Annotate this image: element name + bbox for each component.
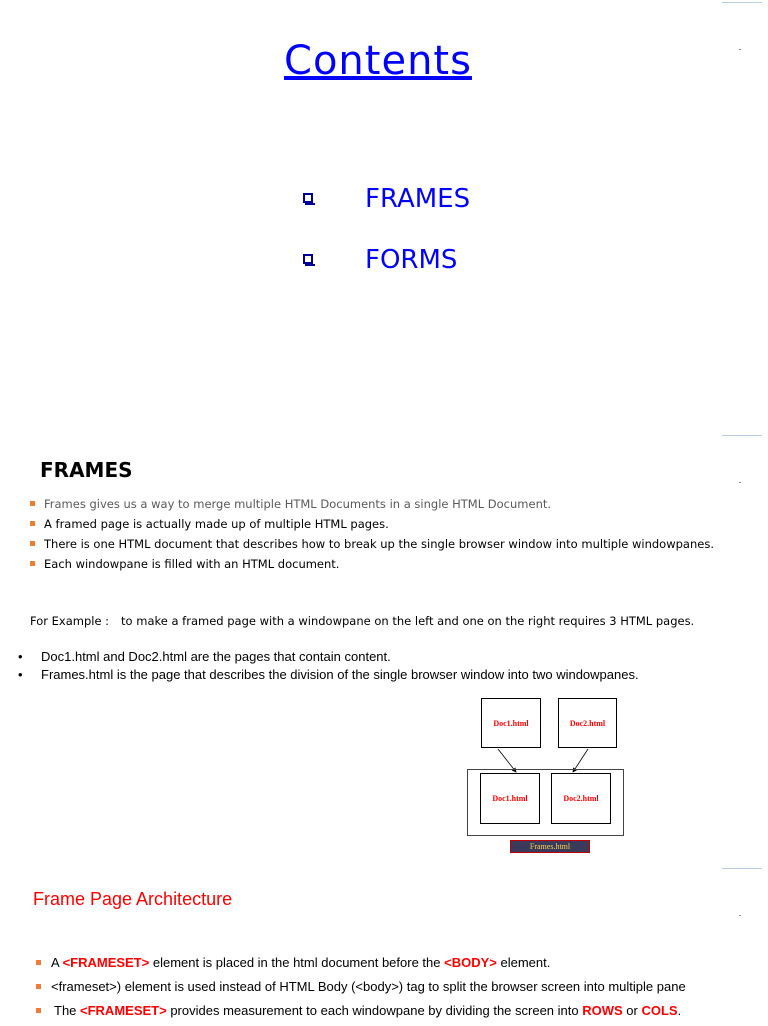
text-segment: or — [622, 1003, 642, 1018]
architecture-list — [36, 954, 756, 1026]
tag-highlight: COLS — [641, 1003, 678, 1018]
doc2-box: Doc2.html — [558, 698, 617, 748]
architecture-heading: Frame Page Architecture — [33, 889, 233, 909]
text-segment: The — [54, 1003, 81, 1018]
frames-heading: FRAMES — [40, 458, 133, 482]
list-item: A framed page is actually made up of multiple HTML pages. — [30, 517, 730, 532]
text-segment: provides measurement to each windowpane by dividing the screen into — [166, 1003, 583, 1018]
list-item: • Doc1.html and Doc2.html are the pages that contain content. — [18, 648, 639, 666]
example-text: to make a framed page with a windowpane on the left and one on the right requires 3 HTML pages. — [121, 614, 695, 628]
list-item — [36, 978, 756, 996]
list-item: Each windowpane is filled with an HTML document. — [30, 557, 730, 572]
text-segment: . — [677, 1003, 682, 1018]
frame-doc1-box: Doc1.html — [480, 773, 540, 824]
tag-highlight: <BODY> — [444, 955, 497, 970]
list-item: • Frames.html is the page that describes the division of the single browser window into two windowpanes. — [18, 666, 639, 684]
list-item: Frames gives us a way to merge multiple HTML Documents in a single HTML Document. — [30, 497, 730, 512]
frame-doc2-box: Doc2.html — [551, 773, 611, 824]
example-label: For Example : — [30, 614, 110, 628]
list-item — [36, 954, 756, 972]
frames-html-label: Frames.html — [510, 840, 590, 853]
text-segment: A — [51, 955, 63, 970]
tag-highlight: <FRAMESET> — [62, 955, 150, 970]
tag-highlight: ROWS — [582, 1003, 623, 1018]
text-segment: element is placed in the html document before the — [149, 955, 445, 970]
text-segment: <frameset>) element is used instead of HTML Body (<body>) tag to split the browser screen into multiple pane — [51, 979, 686, 994]
contents-item-label: FRAMES — [365, 184, 471, 214]
text-segment: element. — [496, 955, 551, 970]
doc1-box: Doc1.html — [481, 698, 541, 748]
list-item — [36, 1002, 756, 1020]
list-item: There is one HTML document that describes how to break up the single browser window into multiple windowpanes. — [30, 537, 730, 552]
contents-title: Contents — [284, 38, 472, 84]
contents-item-label: FORMS — [365, 245, 458, 275]
tag-highlight: <FRAMESET> — [80, 1003, 167, 1018]
